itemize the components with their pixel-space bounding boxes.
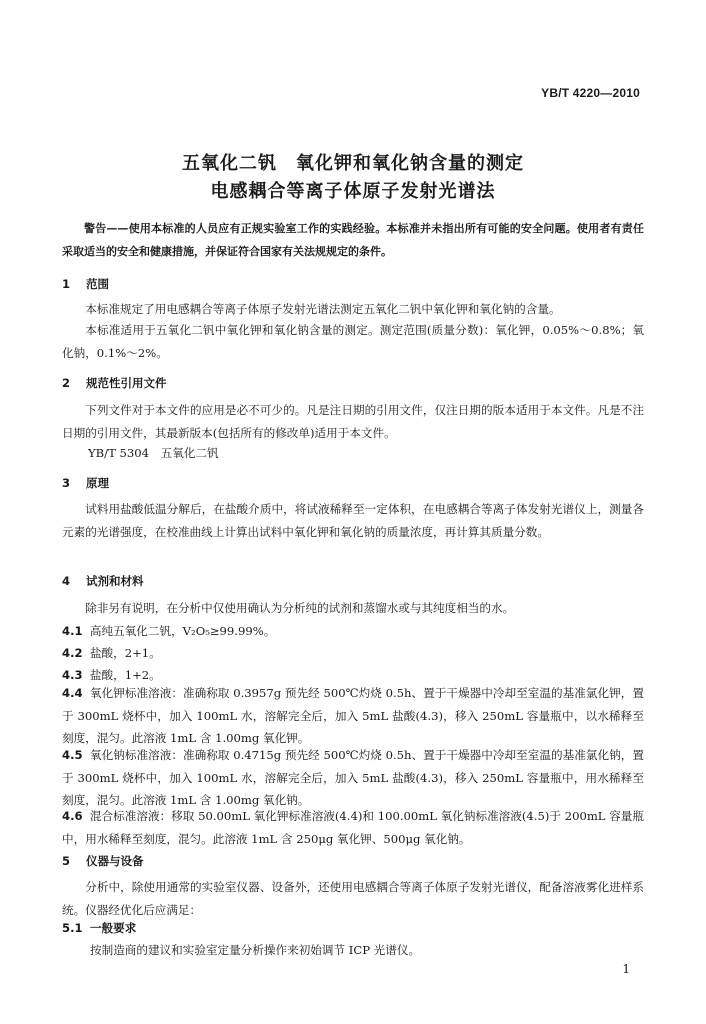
item-number: 4.1 — [62, 624, 83, 638]
section-2-heading — [62, 375, 167, 391]
section-5-heading — [62, 853, 144, 869]
standard-number: YB/T 4220—2010 — [541, 86, 640, 100]
title-line-1: 五氧化二钒 氧化钾和氧化钠含量的测定 — [182, 153, 524, 174]
section-number: 5 — [62, 854, 71, 868]
section-4-intro: 除非另有说明，在分析中仅使用确认为分析纯的试剂和蒸馏水或与其纯度相当的水。 — [85, 601, 515, 615]
item-4-4 — [62, 682, 644, 750]
item-number: 4.6 — [62, 809, 83, 823]
item-4-1 — [62, 623, 275, 639]
section-title: 仪器与设备 — [86, 854, 144, 868]
item-number: 4.3 — [62, 668, 83, 682]
item-text: 盐酸，2+1。 — [89, 646, 161, 660]
section-title: 试剂和材料 — [86, 574, 144, 588]
subsection-5-1-heading — [62, 920, 136, 936]
section-1-heading — [62, 276, 109, 292]
warning-paragraph: 警告——使用本标准的人员应有正规实验室工作的实践经验。本标准并未指出所有可能的安全问题。使用者有责任采取适当的安全和健康措施，并保证符合国家有关法规规定的条件。 — [62, 222, 644, 258]
section-number: 3 — [62, 476, 71, 490]
section-number: 1 — [62, 277, 71, 291]
item-number: 4.5 — [62, 748, 83, 762]
item-text: 混合标准溶液：移取 50.00mL 氧化钾标准溶液(4.4)和 100.00mL 氧化钠标准溶液(4.5)于 200mL 容量瓶中，用水稀释至刻度，混匀。此溶液 1mL 含 250μg 氧化钾、500μg 氧化钠。 — [62, 809, 645, 846]
page-number: 1 — [622, 962, 630, 976]
section-3-heading — [62, 475, 109, 491]
item-text: 氧化钠标准溶液：准确称取 0.4715g 预先经 500℃灼烧 0.5h、置于干燥器中冷却至室温的基准氯化钠，置于 300mL 烧杯中，加入 100mL 水，溶解完全后，加入 5mL 盐酸(4.3)，移入 250mL 容量瓶中，用水稀释至刻度，混匀。此溶液 1mL 含 1.00mg 氧化钠。 — [62, 748, 644, 807]
item-text: 盐酸，1+2。 — [89, 668, 161, 682]
section-2-paragraph-1: 下列文件对于本文件的应用是必不可少的。凡是注日期的引用文件，仅注日期的版本适用于本文件。凡是不注日期的引用文件，其最新版本(包括所有的修改单)适用于本文件。 — [62, 403, 644, 440]
section-3-paragraph-1: 试料用盐酸低温分解后，在盐酸介质中，将试液稀释至一定体积，在电感耦合等离子体发射光谱仪上，测量各元素的光谱强度，在校准曲线上计算出试料中氧化钾和氧化钠的质量浓度，再计算其质量分数。 — [62, 502, 644, 539]
section-number: 4 — [62, 574, 71, 588]
section-title: 范围 — [86, 277, 109, 291]
section-title: 规范性引用文件 — [86, 376, 167, 390]
section-5-paragraph-1: 分析中，除使用通常的实验室仪器、设备外，还使用电感耦合等离子体原子发射光谱仪，配备溶液雾化进样系统。仪器经优化后应满足： — [62, 880, 644, 917]
subsection-5-1-paragraph: 按制造商的建议和实验室定量分析操作来初始调节 ICP 光谱仪。 — [90, 943, 421, 957]
item-number: 4.2 — [62, 646, 83, 660]
item-number: 4.4 — [62, 686, 83, 700]
section-title: 原理 — [86, 476, 109, 490]
normative-reference: YB/T 5304 五氧化二钒 — [88, 446, 219, 460]
section-1-paragraph-2: 本标准适用于五氧化二钒中氧化钾和氧化钠含量的测定。测定范围(质量分数)：氧化钾，0.05%～0.8%；氧化钠，0.1%～2%。 — [62, 323, 644, 360]
item-4-5 — [62, 744, 644, 812]
item-4-2 — [62, 645, 161, 661]
section-1-paragraph-1: 本标准规定了用电感耦合等离子体原子发射光谱法测定五氧化二钒中氧化钾和氧化钠的含量。 — [85, 302, 561, 316]
subsection-title: 一般要求 — [89, 921, 137, 935]
item-4-3 — [62, 667, 161, 683]
item-text: 高纯五氧化二钒，V₂O₅≥99.99%。 — [89, 624, 276, 638]
item-4-6 — [62, 805, 644, 850]
section-4-heading — [62, 573, 144, 589]
title-line-2: 电感耦合等离子体原子发射光谱法 — [210, 181, 496, 202]
section-number: 2 — [62, 376, 71, 390]
subsection-number: 5.1 — [62, 921, 83, 935]
item-text: 氧化钾标准溶液：准确称取 0.3957g 预先经 500℃灼烧 0.5h、置于干燥器中冷却至室温的基准氯化钾，置于 300mL 烧杯中，加入 100mL 水，溶解完全后，加入 5mL 盐酸(4.3)，移入 250mL 容量瓶中，以水稀释至刻度，混匀。此溶液 1mL 含 1.00mg 氧化钾。 — [62, 686, 644, 745]
